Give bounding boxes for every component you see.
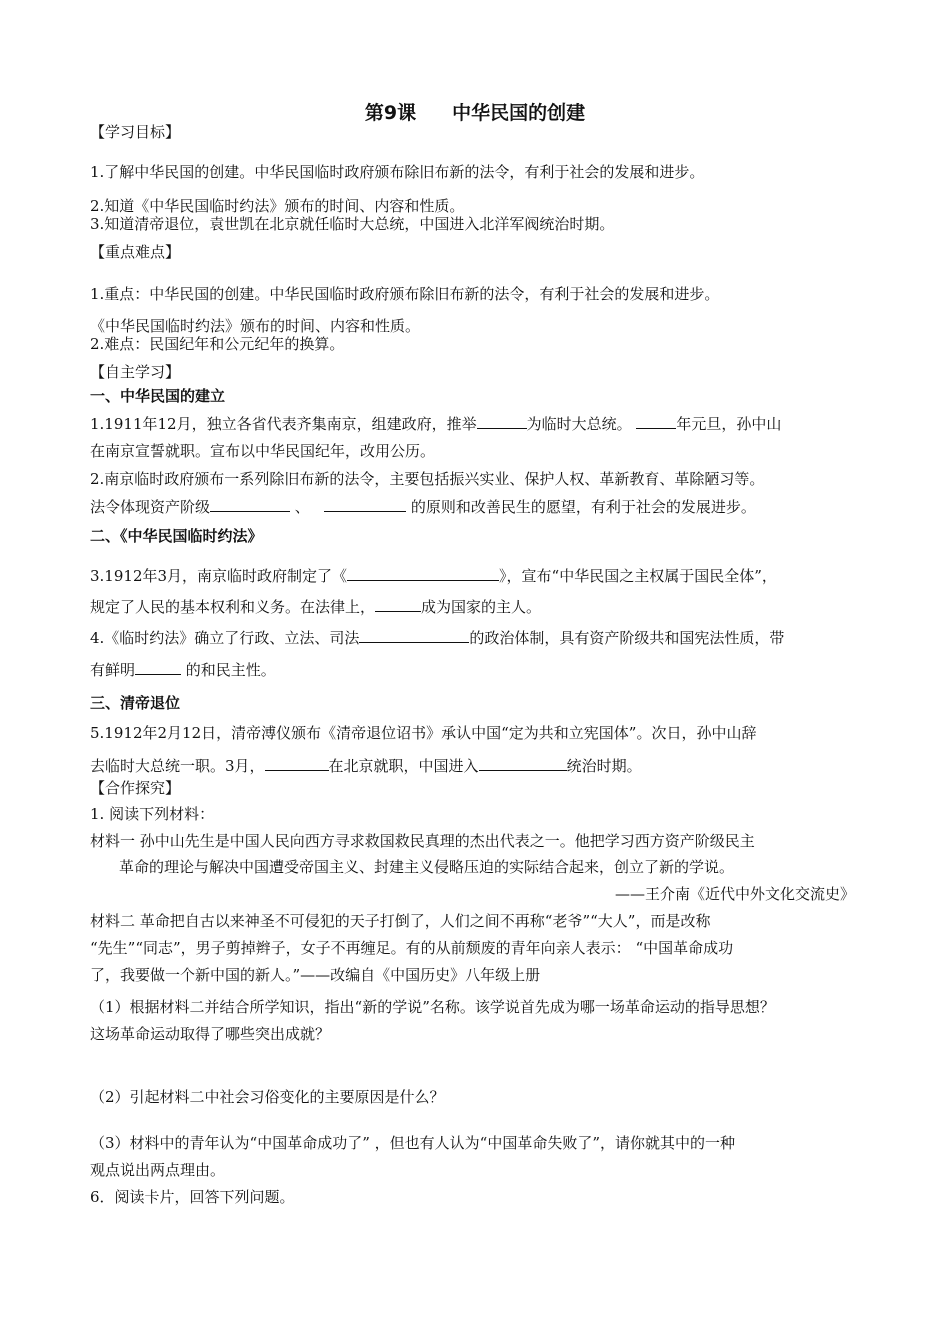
material-1-source: ——王介南《近代中外文化交流史》: [614, 885, 855, 903]
question-line: 3.1912年3月，南京临时政府制定了《 》，宣布“中华民国之主权属于国民全体”，: [90, 567, 777, 585]
question-line: 规定了人民的基本权利和义务。在法律上， 成为国家的主人。: [90, 598, 542, 616]
answer-blank[interactable]: [324, 497, 406, 512]
material-1-cont: 革命的理论与解决中国遭受帝国主义、封建主义侵略压迫的实际结合起来，创立了新的学说。: [119, 858, 735, 876]
question-3-cont: 观点说出两点理由。: [90, 1161, 226, 1179]
question-line: 1.1911年12月，独立各省代表齐集南京，组建政府，推举 为临时大总统。 年元旦，孙中山: [90, 415, 782, 433]
answer-blank[interactable]: [347, 566, 499, 581]
material-1: 材料一 孙中山先生是中国人民向西方寻求救国救民真理的杰出代表之一。他把学习西方资产阶级民主: [90, 832, 755, 850]
question-line: 2.南京临时政府颁布一系列除旧布新的法令，主要包括振兴实业、保护人权、革新教育、革除陋习等。: [90, 470, 765, 488]
page-title: [0, 98, 950, 125]
answer-blank[interactable]: [636, 414, 676, 429]
lesson-number: 第9课: [364, 102, 417, 124]
question-1-cont: 这场革命运动取得了哪些突出成就？: [90, 1025, 331, 1043]
answer-blank[interactable]: [375, 597, 421, 612]
question-line: 5.1912年2月12日，清帝溥仪颁布《清帝退位诏书》承认中国“定为共和立宪国体”。次日，孙中山辞: [90, 724, 757, 742]
question-line: 去临时大总统一职。3月， 在北京就职，中国进入 统治时期。: [90, 757, 642, 775]
key-points-heading: 【重点难点】: [90, 243, 181, 261]
self-study-heading: 【自主学习】: [90, 363, 181, 381]
goal-item: 3.知道清帝退位，袁世凯在北京就任临时大总统，中国进入北洋军阀统治时期。: [90, 215, 615, 233]
coop-heading: 【合作探究】: [90, 779, 181, 797]
goals-heading: 【学习目标】: [90, 123, 181, 141]
question-line: 有鲜明 的和民主性。: [90, 661, 276, 679]
material-2-cont: 了，我要做一个新中国的新人。”——改编自《中国历史》八年级上册: [90, 966, 541, 984]
section-title: 三、清帝退位: [90, 694, 181, 712]
question-line: 4.《临时约法》确立了行政、立法、司法 的政治体制，具有资产阶级共和国宪法性质，带: [90, 629, 785, 647]
answer-blank[interactable]: [265, 756, 329, 771]
coop-intro: 1. 阅读下列材料：: [90, 805, 215, 823]
goal-item: 1.了解中华民国的创建。中华民国临时政府颁布除旧布新的法令，有利于社会的发展和进步。: [90, 163, 705, 181]
lesson-name: 中华民国的创建: [452, 102, 586, 124]
question-line: 法令体现资产阶级 、 的原则和改善民生的愿望，有利于社会的发展进步。: [90, 498, 756, 516]
answer-blank[interactable]: [210, 497, 290, 512]
material-2: 材料二 革命把自古以来神圣不可侵犯的天子打倒了，人们之间不再称“老爷”“大人”，而是改称: [90, 912, 711, 930]
section-title: 一、中华民国的建立: [90, 387, 226, 405]
question-2: （2）引起材料二中社会习俗变化的主要原因是什么？: [90, 1088, 445, 1106]
key-point-item: 1.重点：中华民国的创建。中华民国临时政府颁布除旧布新的法令，有利于社会的发展和进步。: [90, 285, 720, 303]
answer-blank[interactable]: [477, 414, 527, 429]
answer-blank[interactable]: [135, 660, 181, 675]
goal-item: 2.知道《中华民国临时约法》颁布的时间、内容和性质。: [90, 197, 465, 215]
question-3: （3）材料中的青年认为“中国革命成功了” ，但也有人认为“中国革命失败了”，请你就其中的一种: [90, 1134, 735, 1152]
question-6: 6．阅读卡片，回答下列问题。: [90, 1188, 295, 1206]
material-2-cont: “先生”“同志”，男子剪掉辫子，女子不再缠足。有的从前颓废的青年向亲人表示： “中国革命成功: [90, 939, 734, 957]
answer-blank[interactable]: [479, 756, 567, 771]
answer-blank[interactable]: [359, 628, 469, 643]
question-line: 在南京宣誓就职。宣布以中华民国纪年，改用公历。: [90, 442, 436, 460]
section-title: 二、《中华民国临时约法》: [90, 527, 263, 545]
question-1: （1）根据材料二并结合所学知识，指出“新的学说”名称。该学说首先成为哪一场革命运动的指导思想？: [90, 998, 775, 1016]
key-point-item: 《中华民国临时约法》颁布的时间、内容和性质。: [90, 317, 421, 335]
key-point-item: 2.难点：民国纪年和公元纪年的换算。: [90, 335, 345, 353]
